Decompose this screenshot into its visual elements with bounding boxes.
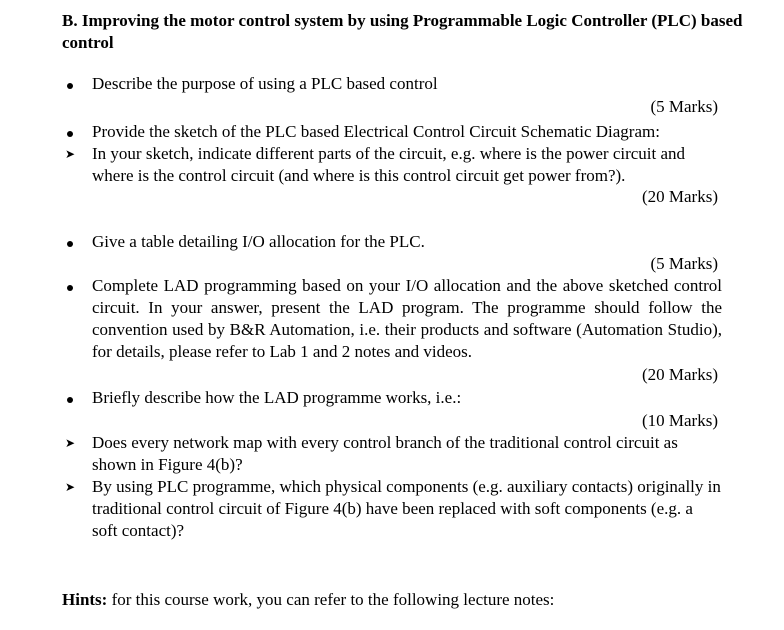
- hints-text: for this course work, you can refer to the following lecture notes:: [107, 590, 555, 609]
- marks-label: (5 Marks): [650, 97, 718, 116]
- marks-label: (20 Marks): [641, 187, 718, 206]
- bullet-icon: [62, 231, 78, 253]
- arrowhead-icon: ➤: [64, 147, 76, 161]
- marks-label: (5 Marks): [650, 254, 718, 273]
- arrowhead-icon: ➤: [64, 480, 76, 494]
- hints-line: [62, 589, 762, 611]
- question-describe-lad: Briefly describe how the LAD programme works, i.e.:: [92, 388, 462, 407]
- hints-label: Hints:: [62, 590, 108, 609]
- bullet-icon: [62, 387, 78, 409]
- question-io-table: Give a table detailing I/O allocation for the PLC.: [92, 232, 425, 251]
- bullet-icon: [62, 275, 78, 297]
- question-sketch-schematic: Provide the sketch of the PLC based Electrical Control Circuit Schematic Diagram:: [92, 122, 660, 141]
- question-network-map: Does every network map with every control branch of the traditional control circuit as shown in Figure 4(b)?: [92, 433, 678, 474]
- question-describe-purpose: Describe the purpose of using a PLC based control: [92, 74, 438, 93]
- section-heading: B. Improving the motor control system by using Programmable Logic Controller (PLC) based control: [62, 11, 743, 52]
- question-lad-programming: Complete LAD programming based on your I/O allocation and the above sketched control circuit. In your answer, present the LAD program. The programme should follow the convention used by B&R Automation, i.e. their products and software (Automation Studio), for details, please refer to Lab 1 and 2 notes and videos.: [92, 276, 722, 361]
- arrowhead-icon: ➤: [64, 436, 76, 450]
- marks-label: (10 Marks): [641, 411, 718, 430]
- marks-label: (20 Marks): [641, 365, 718, 384]
- question-soft-components: By using PLC programme, which physical components (e.g. auxiliary contacts) originally in traditional control circuit of Figure 4(b) have been replaced with soft components (e.g. a soft contact)?: [92, 477, 721, 540]
- bullet-icon: [62, 73, 78, 95]
- bullet-icon: [62, 121, 78, 143]
- question-indicate-parts: In your sketch, indicate different parts of the circuit, e.g. where is the power circuit and where is the control circuit (and where is this control circuit get power from?).: [92, 144, 686, 185]
